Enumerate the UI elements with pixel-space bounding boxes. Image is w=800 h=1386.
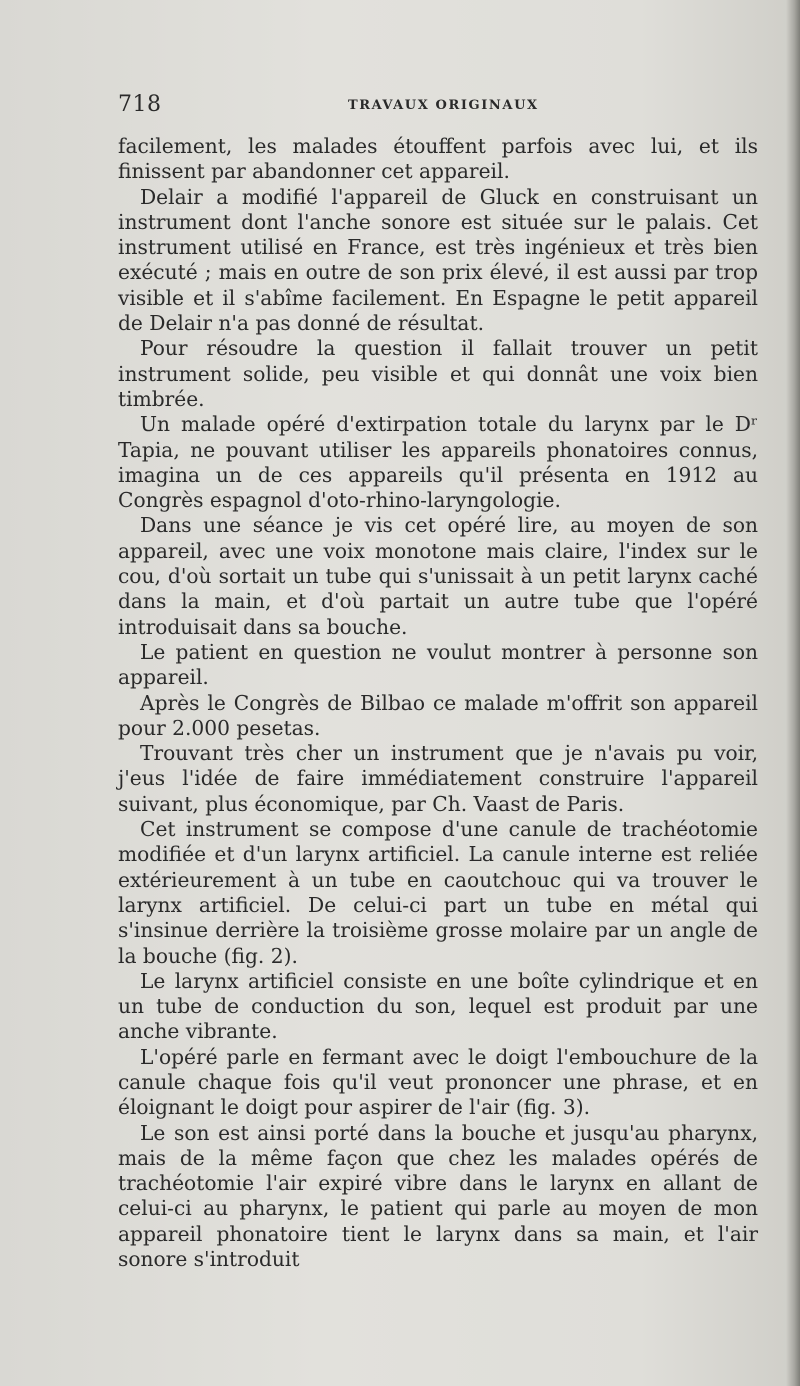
paragraph: Delair a modifié l'appareil de Gluck en construisant un instrument dont l'anche sonore est située sur le palais. Cet instrument utilisé en France, est très ingénieux et très bien exécuté ; mais en outre de son prix élevé, il est aussi par trop visible et il s'abîme facilement. En Espagne le petit appareil de Delair n'a pas donné de résultat.: [118, 184, 758, 336]
paragraph: Le patient en question ne voulut montrer à personne son appareil.: [118, 639, 758, 690]
page-header: [118, 92, 758, 122]
paragraph: Un malade opéré d'extirpation totale du larynx par le Dʳ Tapia, ne pouvant utiliser les appareils phonatoires connus, imagina un de ces appareils qu'il présenta en 1912 au Congrès espagnol d'oto-rhino-laryngologie.: [118, 412, 758, 513]
page-edge-shadow: [786, 0, 800, 1386]
paragraph: Le larynx artificiel consiste en une boîte cylindrique et en un tube de conduction du son, lequel est produit par une anche vibrante.: [118, 968, 758, 1044]
paragraph: L'opéré parle en fermant avec le doigt l'embouchure de la canule chaque fois qu'il veut prononcer une phrase, et en éloignant le doigt pour aspirer de l'air (fig. 3).: [118, 1044, 758, 1120]
page-number: 718: [118, 92, 162, 117]
paragraph: facilement, les malades étouffent parfois avec lui, et ils finissent par abandonner cet appareil.: [118, 134, 758, 184]
paragraph: Cet instrument se compose d'une canule de trachéotomie modifiée et d'un larynx artificiel. La canule interne est reliée extérieurement à un tube en caoutchouc qui va trouver le larynx artificiel. De celui-ci part un tube en métal qui s'insinue derrière la troisième grosse molaire par un angle de la bouche (fig. 2).: [118, 817, 758, 968]
paragraph: Après le Congrès de Bilbao ce malade m'offrit son appareil pour 2.000 pesetas.: [118, 690, 758, 740]
paragraph: Trouvant très cher un instrument que je n'avais pu voir, j'eus l'idée de faire immédiatement construire l'appareil suivant, plus économique, par Ch. Vaast de Paris.: [118, 741, 758, 816]
running-title: TRAVAUX ORIGINAUX: [348, 98, 539, 113]
paragraph: Le son est ainsi porté dans la bouche et jusqu'au pharynx, mais de la même façon que chez les malades opérés de trachéotomie l'air expiré vibre dans le larynx en allant de celui-ci au pharynx, le patient qui parle au moyen de mon appareil phonatoire tient le larynx dans sa main, et l'air sonore s'introduit: [118, 1120, 758, 1272]
paragraph: Dans une séance je vis cet opéré lire, au moyen de son appareil, avec une voix monotone mais claire, l'index sur le cou, d'où sortait un tube qui s'unissait à un petit larynx caché dans la main, et d'où partait un autre tube que l'opéré introduisait dans sa bouche.: [118, 513, 758, 639]
paragraph: Pour résoudre la question il fallait trouver un petit instrument solide, peu visible et qui donnât une voix bien timbrée.: [118, 336, 758, 411]
body-text: [118, 134, 758, 1272]
